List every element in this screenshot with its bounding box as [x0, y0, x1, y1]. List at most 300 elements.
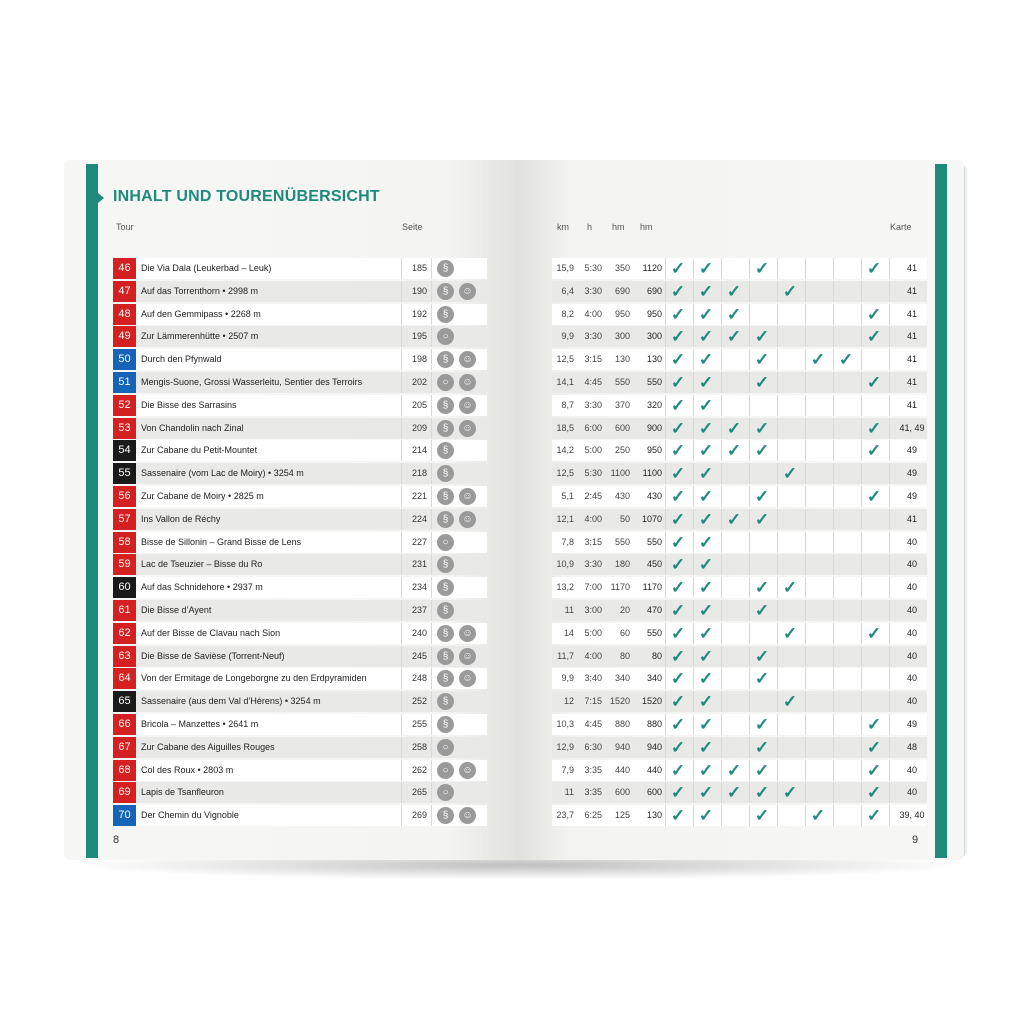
column-divider: [861, 281, 862, 302]
table-row: [552, 372, 927, 393]
column-divider: [665, 395, 666, 416]
check-icon: ✓: [754, 441, 770, 460]
tour-number: 69: [113, 782, 136, 803]
clock-icon: ○: [437, 534, 454, 551]
column-divider: [889, 600, 890, 621]
duration-h: 4:00: [584, 651, 602, 661]
table-row: [552, 737, 927, 758]
column-divider: [749, 326, 750, 347]
column-divider: [777, 440, 778, 461]
column-divider: [889, 646, 890, 667]
check-icon: ✓: [754, 806, 770, 825]
column-divider: [665, 782, 666, 803]
column-divider: [861, 760, 862, 781]
column-divider: [861, 623, 862, 644]
table-row: [113, 760, 487, 781]
column-divider: [401, 760, 402, 781]
column-divider: [833, 372, 834, 393]
ascent-hm: 940: [614, 742, 630, 752]
check-icon: ✓: [726, 761, 742, 780]
tour-number: 63: [113, 646, 136, 667]
column-divider: [833, 577, 834, 598]
page-ref: 221: [411, 491, 427, 501]
check-icon: ✓: [698, 783, 714, 802]
ascent-hm: 1170: [610, 582, 630, 592]
distance-km: 10,9: [556, 559, 574, 569]
column-divider: [721, 326, 722, 347]
column-divider: [805, 714, 806, 735]
column-divider: [401, 258, 402, 279]
check-icon: ✓: [866, 305, 882, 324]
column-divider: [777, 691, 778, 712]
table-row: [552, 395, 927, 416]
page-ref: 265: [411, 787, 427, 797]
column-divider: [749, 691, 750, 712]
hiker-icon: §: [437, 716, 454, 733]
column-divider: [749, 440, 750, 461]
descent-hm: 1070: [641, 514, 662, 524]
column-divider: [777, 258, 778, 279]
column-divider: [721, 418, 722, 439]
hiker-icon: §: [437, 693, 454, 710]
hiker-icon: §: [437, 602, 454, 619]
check-icon: ✓: [726, 510, 742, 529]
distance-km: 23,7: [556, 810, 574, 820]
column-divider: [693, 760, 694, 781]
check-icon: ✓: [670, 783, 686, 802]
clock-icon: ○: [437, 762, 454, 779]
column-divider: [805, 577, 806, 598]
page-ref: 214: [411, 445, 427, 455]
column-divider: [777, 418, 778, 439]
column-divider: [833, 668, 834, 689]
column-divider: [889, 668, 890, 689]
column-divider: [665, 486, 666, 507]
column-divider: [749, 668, 750, 689]
column-divider: [431, 395, 432, 416]
column-divider: [777, 668, 778, 689]
column-divider: [431, 372, 432, 393]
column-divider: [777, 646, 778, 667]
table-row: [552, 646, 927, 667]
check-icon: ✓: [754, 715, 770, 734]
column-divider: [889, 440, 890, 461]
column-divider: [777, 349, 778, 370]
bear-icon: ☺: [459, 283, 476, 300]
column-divider: [805, 395, 806, 416]
hiker-icon: §: [437, 420, 454, 437]
clock-icon: ○: [437, 739, 454, 756]
column-divider: [889, 281, 890, 302]
bear-icon: ☺: [459, 374, 476, 391]
table-row: [113, 304, 487, 325]
column-divider: [861, 440, 862, 461]
column-divider: [721, 532, 722, 553]
column-divider: [431, 782, 432, 803]
tour-number: 58: [113, 532, 136, 553]
column-divider: [749, 737, 750, 758]
distance-km: 12,5: [556, 468, 574, 478]
column-divider: [805, 554, 806, 575]
check-icon: ✓: [670, 578, 686, 597]
check-icon: ✓: [866, 715, 882, 734]
distance-km: 6,4: [561, 286, 574, 296]
table-row: [552, 714, 927, 735]
column-divider: [665, 258, 666, 279]
tour-number: 65: [113, 691, 136, 712]
tour-name: Auf der Bisse de Clavau nach Sion: [141, 628, 281, 638]
tour-number: 57: [113, 509, 136, 530]
page-ref: 240: [411, 628, 427, 638]
descent-hm: 300: [646, 331, 662, 341]
column-divider: [721, 691, 722, 712]
check-icon: ✓: [698, 282, 714, 301]
distance-km: 7,8: [561, 537, 574, 547]
check-icon: ✓: [670, 715, 686, 734]
column-divider: [861, 805, 862, 826]
map-ref: 39, 40: [899, 810, 925, 820]
column-divider: [805, 326, 806, 347]
column-divider: [401, 463, 402, 484]
tour-name: Zur Lämmerenhütte • 2507 m: [141, 331, 259, 341]
column-divider: [665, 714, 666, 735]
descent-hm: 900: [646, 423, 662, 433]
column-divider: [401, 554, 402, 575]
table-row: [552, 281, 927, 302]
tour-name: Zur Cabane des Aiguilles Rouges: [141, 742, 275, 752]
column-divider: [401, 326, 402, 347]
column-divider: [805, 258, 806, 279]
page-number-left: 8: [113, 834, 120, 846]
map-ref: 41: [906, 309, 917, 319]
tour-number: 52: [113, 395, 136, 416]
hiker-icon: §: [437, 397, 454, 414]
ascent-hm: 180: [614, 559, 630, 569]
header-hm-up: hm: [612, 222, 625, 232]
descent-hm: 1520: [641, 696, 662, 706]
column-divider: [833, 554, 834, 575]
check-icon: ✓: [698, 669, 714, 688]
column-divider: [833, 805, 834, 826]
map-ref: 40: [906, 765, 917, 775]
column-divider: [693, 782, 694, 803]
column-divider: [861, 395, 862, 416]
check-icon: ✓: [866, 441, 882, 460]
column-divider: [431, 440, 432, 461]
column-divider: [749, 281, 750, 302]
map-ref: 40: [906, 537, 917, 547]
duration-h: 3:00: [584, 605, 602, 615]
column-divider: [401, 668, 402, 689]
column-divider: [749, 577, 750, 598]
column-divider: [861, 646, 862, 667]
check-icon: ✓: [866, 259, 882, 278]
column-divider: [431, 463, 432, 484]
check-icon: ✓: [754, 487, 770, 506]
duration-h: 4:45: [584, 719, 602, 729]
map-ref: 49: [906, 445, 917, 455]
column-divider: [721, 463, 722, 484]
map-ref: 40: [906, 787, 917, 797]
check-icon: ✓: [866, 738, 882, 757]
column-divider: [861, 304, 862, 325]
column-divider: [749, 509, 750, 530]
tour-number: 67: [113, 737, 136, 758]
check-icon: ✓: [866, 624, 882, 643]
ascent-hm: 350: [614, 263, 630, 273]
descent-hm: 880: [646, 719, 662, 729]
column-divider: [805, 372, 806, 393]
column-divider: [861, 418, 862, 439]
column-divider: [431, 486, 432, 507]
table-row: [552, 577, 927, 598]
table-row: [113, 668, 487, 689]
column-divider: [721, 805, 722, 826]
check-icon: ✓: [698, 419, 714, 438]
column-divider: [749, 372, 750, 393]
check-icon: ✓: [670, 373, 686, 392]
table-row: [552, 782, 927, 803]
map-ref: 41, 49: [899, 423, 925, 433]
check-icon: ✓: [754, 647, 770, 666]
column-divider: [749, 463, 750, 484]
column-divider: [693, 714, 694, 735]
bear-icon: ☺: [459, 807, 476, 824]
tour-name: Lapis de Tsanfleuron: [141, 787, 224, 797]
tour-number: 50: [113, 349, 136, 370]
check-icon: ✓: [726, 327, 742, 346]
table-row: [113, 349, 487, 370]
check-icon: ✓: [726, 783, 742, 802]
table-row: [552, 600, 927, 621]
page-ref: 185: [411, 263, 427, 273]
column-divider: [833, 714, 834, 735]
check-icon: ✓: [754, 578, 770, 597]
column-divider: [431, 668, 432, 689]
table-row: [113, 714, 487, 735]
column-divider: [693, 532, 694, 553]
column-divider: [431, 737, 432, 758]
column-divider: [665, 418, 666, 439]
check-icon: ✓: [754, 419, 770, 438]
ascent-hm: 600: [614, 787, 630, 797]
tour-name: Lac de Tseuzier – Bisse du Ro: [141, 559, 263, 569]
column-divider: [665, 281, 666, 302]
column-divider: [401, 418, 402, 439]
column-divider: [721, 486, 722, 507]
column-divider: [431, 258, 432, 279]
hiker-icon: §: [437, 511, 454, 528]
tour-number: 51: [113, 372, 136, 393]
column-divider: [665, 326, 666, 347]
column-divider: [721, 258, 722, 279]
check-icon: ✓: [670, 419, 686, 438]
check-icon: ✓: [866, 419, 882, 438]
column-divider: [777, 782, 778, 803]
hiker-icon: §: [437, 648, 454, 665]
column-divider: [833, 486, 834, 507]
descent-hm: 550: [646, 377, 662, 387]
column-divider: [889, 372, 890, 393]
column-divider: [721, 372, 722, 393]
column-divider: [721, 600, 722, 621]
column-divider: [721, 782, 722, 803]
column-divider: [861, 326, 862, 347]
column-divider: [749, 714, 750, 735]
check-icon: ✓: [698, 578, 714, 597]
column-divider: [749, 600, 750, 621]
column-divider: [777, 463, 778, 484]
column-divider: [431, 623, 432, 644]
column-divider: [889, 554, 890, 575]
tour-name: Auf das Schnidehore • 2937 m: [141, 582, 263, 592]
column-divider: [401, 805, 402, 826]
column-divider: [401, 691, 402, 712]
column-divider: [777, 532, 778, 553]
check-icon: ✓: [670, 350, 686, 369]
tour-number: 49: [113, 326, 136, 347]
descent-hm: 80: [651, 651, 662, 661]
column-divider: [665, 668, 666, 689]
table-row: [552, 304, 927, 325]
check-icon: ✓: [698, 373, 714, 392]
table-row: [113, 782, 487, 803]
distance-km: 11: [564, 605, 574, 615]
column-divider: [805, 668, 806, 689]
column-divider: [861, 600, 862, 621]
distance-km: 10,3: [556, 719, 574, 729]
distance-km: 18,5: [556, 423, 574, 433]
duration-h: 3:30: [584, 286, 602, 296]
bear-icon: ☺: [459, 397, 476, 414]
tour-number: 70: [113, 805, 136, 826]
column-divider: [777, 304, 778, 325]
column-divider: [833, 760, 834, 781]
check-icon: ✓: [754, 601, 770, 620]
column-divider: [665, 805, 666, 826]
page-ref: 195: [411, 331, 427, 341]
map-ref: 41: [906, 377, 917, 387]
map-ref: 40: [906, 559, 917, 569]
ascent-hm: 125: [614, 810, 630, 820]
check-icon: ✓: [698, 487, 714, 506]
check-icon: ✓: [838, 350, 854, 369]
column-divider: [721, 304, 722, 325]
column-divider: [833, 326, 834, 347]
column-divider: [777, 554, 778, 575]
column-divider: [805, 532, 806, 553]
column-divider: [805, 440, 806, 461]
ascent-hm: 550: [614, 537, 630, 547]
column-divider: [833, 600, 834, 621]
column-divider: [777, 600, 778, 621]
check-icon: ✓: [698, 738, 714, 757]
check-icon: ✓: [866, 806, 882, 825]
column-divider: [721, 714, 722, 735]
map-ref: 41: [906, 400, 917, 410]
check-icon: ✓: [698, 806, 714, 825]
duration-h: 5:00: [584, 628, 602, 638]
column-divider: [833, 623, 834, 644]
column-divider: [889, 486, 890, 507]
tour-number: 53: [113, 418, 136, 439]
column-divider: [665, 691, 666, 712]
column-divider: [833, 258, 834, 279]
check-icon: ✓: [670, 555, 686, 574]
column-divider: [693, 805, 694, 826]
table-row: [113, 577, 487, 598]
column-divider: [749, 532, 750, 553]
check-icon: ✓: [698, 624, 714, 643]
table-row: [552, 509, 927, 530]
check-icon: ✓: [754, 327, 770, 346]
descent-hm: 1100: [642, 468, 662, 478]
column-divider: [861, 782, 862, 803]
column-divider: [861, 714, 862, 735]
column-divider: [749, 418, 750, 439]
check-icon: ✓: [670, 441, 686, 460]
column-divider: [805, 782, 806, 803]
descent-hm: 320: [646, 400, 662, 410]
check-icon: ✓: [670, 738, 686, 757]
bear-icon: ☺: [459, 762, 476, 779]
column-divider: [749, 258, 750, 279]
check-icon: ✓: [698, 350, 714, 369]
column-divider: [431, 554, 432, 575]
column-divider: [401, 440, 402, 461]
check-icon: ✓: [698, 464, 714, 483]
column-divider: [777, 372, 778, 393]
distance-km: 12,1: [556, 514, 574, 524]
table-row: [113, 418, 487, 439]
column-divider: [777, 486, 778, 507]
column-divider: [665, 577, 666, 598]
table-row: [552, 486, 927, 507]
page-title: INHALT UND TOURENÜBERSICHT: [113, 188, 380, 205]
map-ref: 49: [906, 468, 917, 478]
hiker-icon: §: [437, 442, 454, 459]
column-divider: [401, 486, 402, 507]
tour-number: 56: [113, 486, 136, 507]
column-divider: [721, 509, 722, 530]
column-divider: [401, 714, 402, 735]
page-ref: 237: [411, 605, 427, 615]
column-divider: [693, 691, 694, 712]
check-icon: ✓: [698, 441, 714, 460]
check-icon: ✓: [670, 692, 686, 711]
column-divider: [665, 463, 666, 484]
column-divider: [431, 349, 432, 370]
column-divider: [693, 737, 694, 758]
table-row: [113, 509, 487, 530]
map-ref: 49: [906, 491, 917, 501]
column-divider: [693, 281, 694, 302]
column-divider: [777, 805, 778, 826]
column-divider: [805, 691, 806, 712]
tour-name: Sassenaire (aus dem Val d’Hérens) • 3254 m: [141, 696, 321, 706]
ascent-hm: 300: [614, 331, 630, 341]
tour-number: 66: [113, 714, 136, 735]
descent-hm: 450: [646, 559, 662, 569]
distance-km: 12,9: [556, 742, 574, 752]
clock-icon: ○: [437, 784, 454, 801]
column-divider: [749, 395, 750, 416]
column-divider: [665, 509, 666, 530]
column-divider: [401, 737, 402, 758]
column-divider: [401, 577, 402, 598]
column-divider: [721, 760, 722, 781]
column-divider: [861, 372, 862, 393]
